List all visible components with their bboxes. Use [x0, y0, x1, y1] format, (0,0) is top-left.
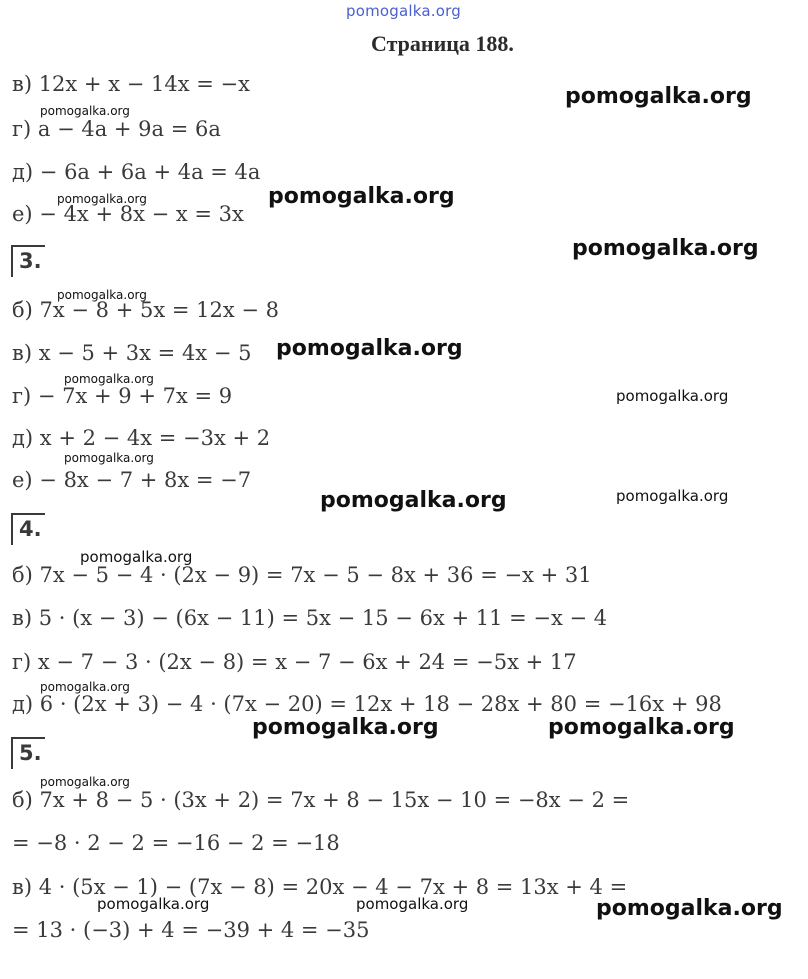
- equation-line: д) − 6a + 6a + 4a = 4a: [12, 160, 261, 184]
- watermark: pomogalka.org: [64, 372, 154, 386]
- watermark: pomogalka.org: [320, 488, 507, 513]
- watermark: pomogalka.org: [596, 896, 783, 921]
- watermark: pomogalka.org: [616, 487, 729, 505]
- section-number-5: 5.: [11, 737, 45, 769]
- page-title: Страница 188.: [371, 31, 514, 56]
- equation-line: в) 12x + x − 14x = −x: [12, 72, 250, 96]
- site-header-link[interactable]: pomogalka.org: [346, 2, 461, 20]
- watermark: pomogalka.org: [356, 895, 469, 913]
- equation-line: е) − 8x − 7 + 8x = −7: [12, 468, 252, 492]
- watermark: pomogalka.org: [57, 288, 147, 302]
- watermark: pomogalka.org: [276, 336, 463, 361]
- equation-line: д) 6 · (2x + 3) − 4 · (7x − 20) = 12x + 18 − 28x + 80 = −16x + 98: [12, 692, 722, 716]
- equation-line: б) 7x − 5 − 4 · (2x − 9) = 7x − 5 − 8x + 36 = −x + 31: [12, 563, 592, 587]
- equation-line: б) 7x + 8 − 5 · (3x + 2) = 7x + 8 − 15x − 10 = −8x − 2 =: [12, 788, 630, 812]
- equation-line: е) − 4x + 8x − x = 3x: [12, 202, 244, 226]
- section-number-3: 3.: [11, 245, 45, 277]
- equation-line: б) 7x − 8 + 5x = 12x − 8: [12, 298, 279, 322]
- watermark: pomogalka.org: [57, 192, 147, 206]
- watermark: pomogalka.org: [548, 715, 735, 740]
- watermark: pomogalka.org: [268, 184, 455, 209]
- watermark: pomogalka.org: [40, 680, 130, 694]
- watermark: pomogalka.org: [565, 84, 752, 109]
- watermark: pomogalka.org: [252, 715, 439, 740]
- equation-line: = −8 · 2 − 2 = −16 − 2 = −18: [12, 831, 340, 855]
- equation-line: в) 4 · (5x − 1) − (7x − 8) = 20x − 4 − 7x + 8 = 13x + 4 =: [12, 875, 628, 899]
- equation-line: г) a − 4a + 9a = 6a: [12, 117, 221, 141]
- watermark: pomogalka.org: [64, 451, 154, 465]
- watermark: pomogalka.org: [40, 104, 130, 118]
- watermark: pomogalka.org: [97, 895, 210, 913]
- equation-line: в) 5 · (x − 3) − (6x − 11) = 5x − 15 − 6x + 11 = −x − 4: [12, 606, 608, 630]
- equation-line: д) x + 2 − 4x = −3x + 2: [12, 426, 271, 450]
- section-number-4: 4.: [11, 513, 45, 545]
- equation-line: в) x − 5 + 3x = 4x − 5: [12, 341, 252, 365]
- watermark: pomogalka.org: [80, 548, 193, 566]
- watermark: pomogalka.org: [572, 236, 759, 261]
- equation-line: г) − 7x + 9 + 7x = 9: [12, 384, 233, 408]
- watermark: pomogalka.org: [616, 387, 729, 405]
- equation-line: = 13 · (−3) + 4 = −39 + 4 = −35: [12, 918, 370, 942]
- equation-line: г) x − 7 − 3 · (2x − 8) = x − 7 − 6x + 24 = −5x + 17: [12, 650, 577, 674]
- watermark: pomogalka.org: [40, 775, 130, 789]
